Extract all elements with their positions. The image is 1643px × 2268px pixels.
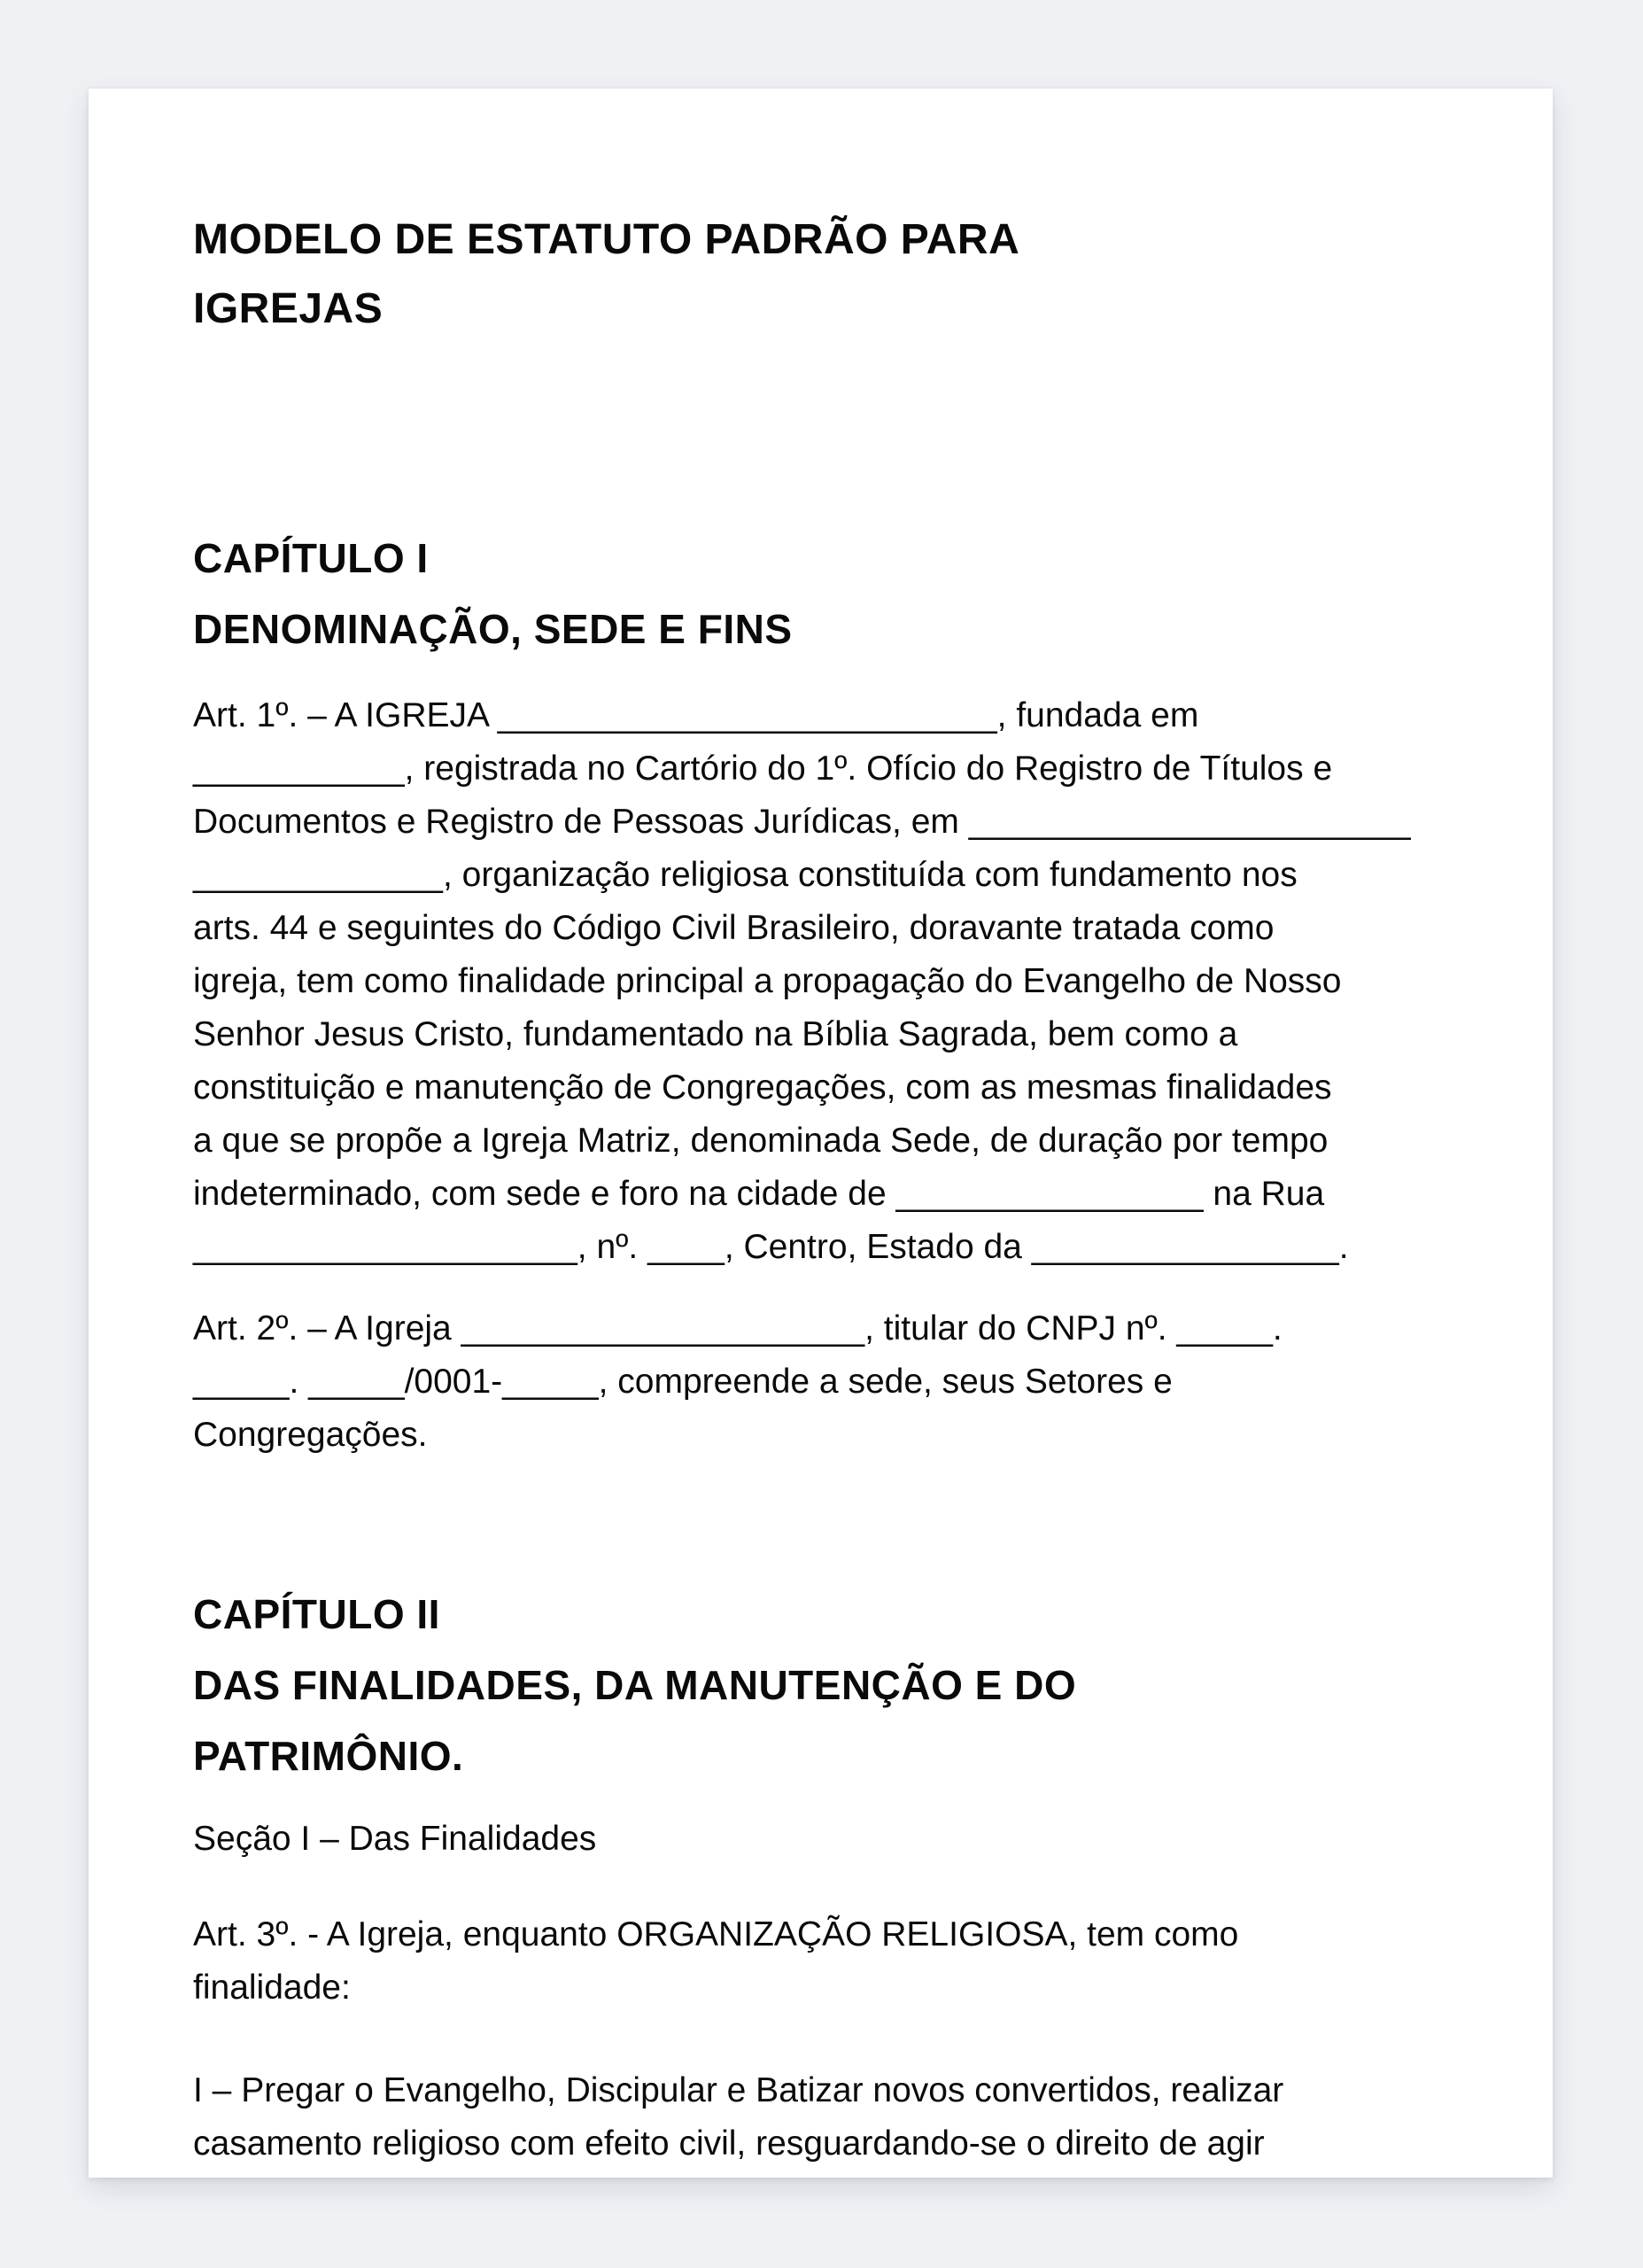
chapter-2-heading [193, 1579, 1448, 1791]
text-line: I – Pregar o Evangelho, Discipular e Batizar novos convertidos, realizar [193, 2071, 1284, 2109]
text-line: Art. 2º. – A Igreja _____________________, titular do CNPJ nº. _____. [193, 1309, 1283, 1348]
article-3-paragraph [193, 1908, 1448, 2015]
text-line: CAPÍTULO II [193, 1591, 440, 1637]
text-line: CAPÍTULO I [193, 535, 429, 581]
text-line: Art. 3º. - A Igreja, enquanto ORGANIZAÇÃO RELIGIOSA, tem como [193, 1915, 1239, 1953]
text-line: DAS FINALIDADES, DA MANUTENÇÃO E DO [193, 1662, 1077, 1708]
text-line: casamento religioso com efeito civil, resguardando-se o direito de agir [193, 2124, 1265, 2163]
article-2-paragraph [193, 1302, 1448, 1462]
text-line: Documentos e Registro de Pessoas Jurídicas, em _______________________ [193, 803, 1411, 841]
text-line: a que se propõe a Igreja Matriz, denominada Sede, de duração por tempo [193, 1122, 1329, 1160]
text-line: Congregações. [193, 1416, 428, 1454]
text-line: IGREJAS [193, 285, 384, 332]
text-line: Senhor Jesus Cristo, fundamentado na Bíblia Sagrada, bem como a [193, 1015, 1238, 1053]
text-line: MODELO DE ESTATUTO PADRÃO PARA [193, 216, 1020, 263]
text-line: _____. _____/0001-_____, compreende a sede, seus Setores e [193, 1363, 1173, 1401]
text-line: _____________, organização religiosa constituída com fundamento nos [193, 856, 1298, 894]
chapter-1-heading [193, 523, 1448, 664]
article-1-paragraph [193, 689, 1448, 1274]
text-line: indeterminado, com sede e foro na cidade de ________________ na Rua [193, 1175, 1325, 1213]
text-line: ____________________, nº. ____, Centro, Estado da ________________. [193, 1228, 1349, 1266]
item-1-paragraph [193, 2064, 1448, 2171]
text-line: constituição e manutenção de Congregações, com as mesmas finalidades [193, 1068, 1332, 1107]
text-line: Seção I – Das Finalidades [193, 1820, 597, 1858]
text-line: Art. 1º. – A IGREJA __________________________, fundada em [193, 696, 1199, 734]
text-line: igreja, tem como finalidade principal a propagação do Evangelho de Nosso [193, 962, 1342, 1000]
text-line: ___________, registrada no Cartório do 1º. Ofício do Registro de Títulos e [193, 750, 1333, 788]
document-title [193, 206, 1448, 344]
section-1-heading [193, 1813, 1448, 1866]
document-page [89, 89, 1553, 2178]
text-line: finalidade: [193, 1969, 351, 2007]
text-line: arts. 44 e seguintes do Código Civil Brasileiro, doravante tratada como [193, 909, 1275, 947]
text-line: PATRIMÔNIO. [193, 1733, 464, 1779]
text-line: DENOMINAÇÃO, SEDE E FINS [193, 606, 793, 652]
